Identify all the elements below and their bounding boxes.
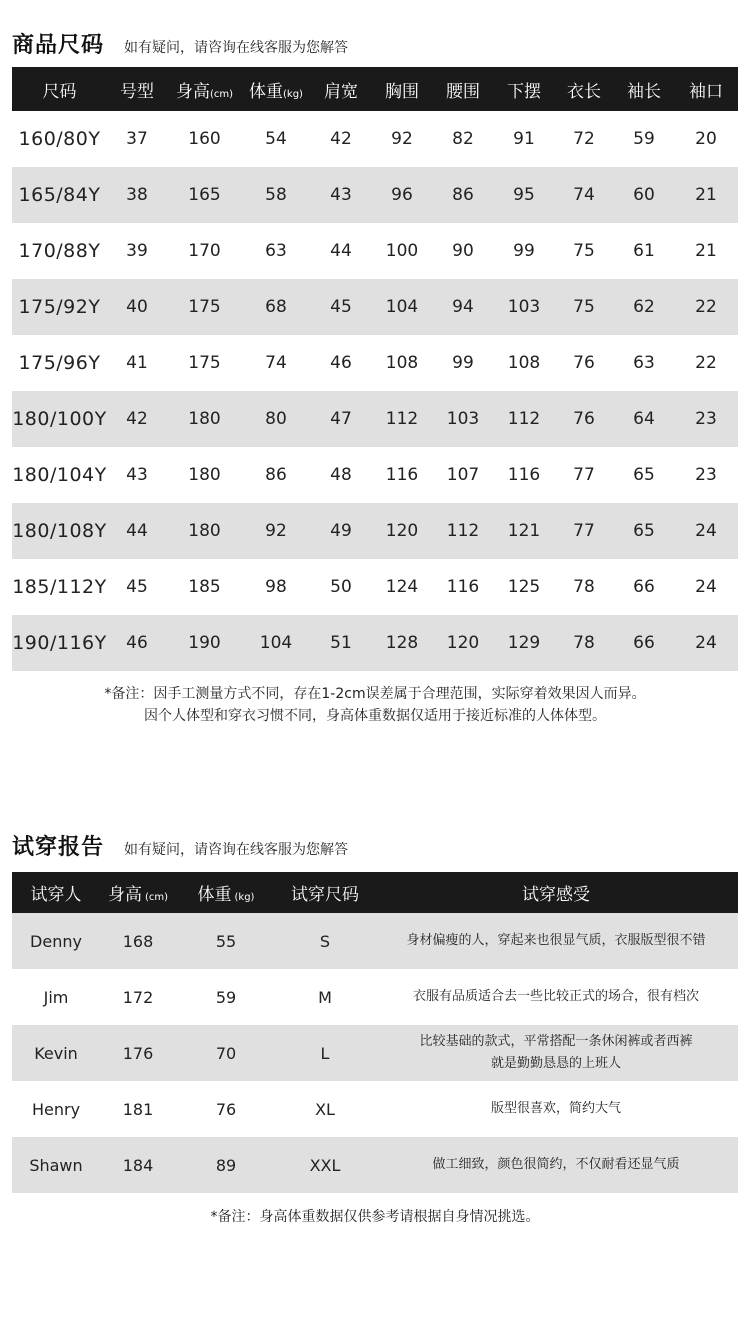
table-row (12, 969, 738, 1025)
table-row (12, 1137, 738, 1193)
size-header-label: 身高 (175, 81, 210, 102)
table-cell: 62 (614, 279, 674, 335)
table-cell: 60 (614, 167, 674, 223)
fit-feel-line: 就是勤勤恳恳的上班人 (490, 1056, 621, 1071)
size-header-cell (310, 67, 372, 111)
table-cell: 59 (633, 129, 655, 149)
size-table-header-row (12, 67, 738, 111)
fit-note: *备注：身高体重数据仅供参考请根据自身情况挑选。 (210, 1209, 540, 1225)
table-cell: 116 (446, 577, 480, 597)
table-cell: 66 (614, 615, 674, 671)
size-header-unit: (cm) (209, 88, 234, 100)
fit-weight-cell: 59 (215, 987, 237, 1007)
table-cell: 40 (107, 279, 167, 335)
table-cell: 46 (330, 353, 352, 373)
table-cell: 112 (494, 391, 554, 447)
table-cell: 46 (107, 615, 167, 671)
table-cell: 96 (372, 167, 432, 223)
table-cell: 98 (265, 577, 287, 597)
fit-section-title: 试穿报告 (12, 835, 105, 860)
table-row (12, 167, 738, 223)
table-cell: 190/116Y (12, 615, 107, 671)
fit-name-cell: Jim (43, 987, 69, 1007)
table-cell: 170 (188, 241, 221, 261)
fit-header-label: 身高 (107, 885, 142, 905)
table-cell: 92 (391, 129, 413, 149)
table-cell: 121 (494, 503, 554, 559)
fit-weight-cell: 70 (176, 1025, 276, 1081)
table-cell: 180/104Y (12, 464, 107, 486)
table-cell: 21 (695, 241, 717, 261)
fit-height-cell: 168 (100, 913, 176, 969)
size-header-cell (167, 67, 242, 111)
table-cell: 160/80Y (18, 128, 101, 150)
fit-feel-cell (374, 969, 738, 1025)
fit-size-cell: XL (315, 1099, 335, 1119)
table-cell: 92 (242, 503, 310, 559)
size-section-subtitle: 如有疑问，请咨询在线客服为您解答 (124, 40, 349, 56)
size-header-cell (494, 67, 554, 111)
size-header-label: 衣长 (567, 81, 601, 102)
table-cell: 94 (432, 279, 494, 335)
table-cell: 108 (507, 353, 541, 373)
table-cell: 104 (242, 615, 310, 671)
table-cell: 78 (554, 615, 614, 671)
table-cell: 112 (432, 503, 494, 559)
size-header-cell (242, 67, 310, 111)
size-header-cell (12, 67, 107, 111)
table-cell: 75 (573, 241, 595, 261)
fit-header-label: 试穿人 (30, 885, 82, 905)
table-cell: 43 (126, 465, 148, 485)
table-cell: 107 (446, 465, 480, 485)
table-cell: 49 (310, 503, 372, 559)
fit-header-cell (12, 872, 100, 913)
table-cell: 48 (330, 465, 352, 485)
fit-header-cell (100, 872, 176, 913)
table-cell: 116 (507, 465, 541, 485)
size-section-title: 商品尺码 (12, 33, 105, 58)
fit-section-subtitle: 如有疑问，请咨询在线客服为您解答 (124, 842, 349, 858)
table-cell: 74 (554, 167, 614, 223)
size-section-header (12, 28, 348, 59)
fit-height-cell: 184 (100, 1137, 176, 1193)
table-cell: 185 (188, 577, 221, 597)
table-cell: 63 (633, 353, 655, 373)
table-cell: 47 (310, 391, 372, 447)
table-cell: 54 (265, 129, 287, 149)
table-cell: 124 (385, 577, 419, 597)
table-cell: 39 (126, 241, 148, 261)
fit-feel-line: 身材偏瘦的人，穿起来也很显气质，衣服版型很不错 (406, 933, 706, 948)
table-cell: 24 (695, 577, 717, 597)
size-note-line-1: *备注：因手工测量方式不同，存在1-2cm误差属于合理范围，实际穿着效果因人而异。 (104, 686, 646, 702)
table-cell: 77 (573, 465, 595, 485)
table-cell: 99 (452, 353, 474, 373)
size-header-label: 号型 (120, 81, 154, 102)
fit-name-cell: Kevin (12, 1025, 100, 1081)
fit-section-header (12, 830, 348, 861)
table-cell: 51 (310, 615, 372, 671)
fit-weight-cell: 76 (215, 1099, 237, 1119)
fit-size-cell: XXL (276, 1137, 374, 1193)
table-cell: 80 (242, 391, 310, 447)
table-cell: 180 (188, 465, 221, 485)
size-header-label: 袖长 (627, 81, 661, 102)
size-note (0, 683, 750, 727)
table-cell: 86 (432, 167, 494, 223)
fit-feel-cell (374, 1081, 738, 1137)
table-cell: 20 (695, 129, 717, 149)
table-cell: 160 (188, 129, 221, 149)
table-cell: 45 (310, 279, 372, 335)
table-row (12, 1025, 738, 1081)
size-header-label: 腰围 (446, 81, 480, 102)
table-cell: 68 (242, 279, 310, 335)
size-note-line-2: 因个人体型和穿衣习惯不同，身高体重数据仅适用于接近标准的人体体型。 (144, 708, 606, 724)
table-cell: 175/92Y (12, 279, 107, 335)
table-cell: 108 (385, 353, 419, 373)
table-cell: 175/96Y (18, 352, 101, 374)
table-cell: 38 (107, 167, 167, 223)
table-row (12, 1081, 738, 1137)
table-cell: 170/88Y (18, 240, 101, 262)
table-cell: 43 (310, 167, 372, 223)
table-cell: 72 (573, 129, 595, 149)
fit-height-cell: 176 (100, 1025, 176, 1081)
fitting-report-table (12, 872, 738, 1193)
fit-header-cell (176, 872, 276, 913)
fit-header-cell (276, 872, 374, 913)
fit-header-label: 试穿尺码 (291, 885, 359, 905)
fit-feel-cell (374, 1025, 738, 1081)
table-cell: 22 (695, 353, 717, 373)
table-row (12, 279, 738, 335)
table-row (12, 913, 738, 969)
table-cell: 190 (167, 615, 242, 671)
table-cell: 165/84Y (12, 167, 107, 223)
size-header-cell (107, 67, 167, 111)
fit-feel-line: 版型很喜欢，简约大气 (490, 1101, 621, 1116)
table-cell: 66 (633, 577, 655, 597)
fit-header-unit: (cm) (144, 892, 169, 903)
table-cell: 180 (167, 391, 242, 447)
table-row (12, 223, 738, 279)
table-cell: 44 (330, 241, 352, 261)
table-cell: 22 (674, 279, 738, 335)
table-cell: 50 (330, 577, 352, 597)
size-header-cell (614, 67, 674, 111)
table-cell: 129 (494, 615, 554, 671)
table-cell: 58 (242, 167, 310, 223)
table-cell: 76 (573, 353, 595, 373)
table-cell: 175 (167, 279, 242, 335)
fit-header-label: 试穿感受 (522, 885, 590, 905)
table-cell: 45 (126, 577, 148, 597)
size-header-label: 尺码 (42, 81, 77, 102)
fit-size-cell: S (276, 913, 374, 969)
table-cell: 128 (372, 615, 432, 671)
table-cell: 86 (265, 465, 287, 485)
table-cell: 63 (265, 241, 287, 261)
table-row (12, 391, 738, 447)
table-cell: 82 (452, 129, 474, 149)
fit-name-cell: Denny (12, 913, 100, 969)
table-cell: 61 (633, 241, 655, 261)
size-header-label: 胸围 (385, 81, 419, 102)
size-chart-table (12, 67, 738, 671)
fit-height-cell: 172 (122, 987, 154, 1007)
table-cell: 125 (507, 577, 541, 597)
table-cell: 116 (385, 465, 419, 485)
table-cell: 21 (674, 167, 738, 223)
table-cell: 42 (330, 129, 352, 149)
fit-size-cell: M (318, 987, 332, 1007)
size-header-cell (674, 67, 738, 111)
table-cell: 104 (372, 279, 432, 335)
table-cell: 95 (494, 167, 554, 223)
table-cell: 120 (372, 503, 432, 559)
table-cell: 24 (674, 503, 738, 559)
fit-header-unit: (kg) (234, 892, 255, 903)
table-cell: 64 (614, 391, 674, 447)
fit-feel-line: 做工细致，颜色很简约，不仅耐看还显气质 (432, 1157, 680, 1172)
table-cell: 180/108Y (12, 503, 107, 559)
table-cell: 77 (554, 503, 614, 559)
table-cell: 23 (674, 391, 738, 447)
fit-header-label: 体重 (197, 885, 232, 905)
table-cell: 103 (494, 279, 554, 335)
fit-feel-line: 比较基础的款式，平常搭配一条休闲裤或者西裤 (419, 1034, 693, 1049)
table-cell: 44 (107, 503, 167, 559)
fit-feel-line: 衣服有品质适合去一些比较正式的场合，很有档次 (412, 989, 699, 1004)
size-header-label: 下摆 (507, 81, 541, 102)
fit-feel-cell (374, 1137, 738, 1193)
table-cell: 75 (554, 279, 614, 335)
table-cell: 112 (372, 391, 432, 447)
fit-height-cell: 181 (122, 1099, 154, 1119)
fit-weight-cell: 55 (176, 913, 276, 969)
size-header-label: 袖口 (689, 81, 723, 102)
table-row (12, 335, 738, 391)
size-header-cell (554, 67, 614, 111)
table-cell: 24 (674, 615, 738, 671)
table-row (12, 111, 738, 167)
size-header-cell (372, 67, 432, 111)
table-cell: 37 (126, 129, 148, 149)
table-row (12, 615, 738, 671)
table-cell: 120 (432, 615, 494, 671)
table-cell: 74 (265, 353, 287, 373)
fit-feel-cell (374, 913, 738, 969)
fit-table-header-row (12, 872, 738, 913)
fit-weight-cell: 89 (176, 1137, 276, 1193)
table-cell: 185/112Y (12, 576, 107, 598)
table-cell: 99 (513, 241, 535, 261)
table-cell: 100 (385, 241, 419, 261)
table-cell: 180 (167, 503, 242, 559)
table-cell: 175 (188, 353, 221, 373)
table-cell: 103 (432, 391, 494, 447)
table-cell: 76 (554, 391, 614, 447)
table-cell: 165 (167, 167, 242, 223)
table-cell: 41 (126, 353, 148, 373)
table-cell: 180/100Y (12, 391, 107, 447)
table-cell: 65 (633, 465, 655, 485)
size-header-label: 体重 (249, 81, 284, 102)
table-cell: 78 (573, 577, 595, 597)
table-cell: 23 (695, 465, 717, 485)
table-row (12, 559, 738, 615)
size-header-label: 肩宽 (324, 81, 358, 102)
fit-name-cell: Henry (31, 1099, 81, 1119)
table-cell: 42 (107, 391, 167, 447)
fit-header-cell (374, 872, 738, 913)
table-cell: 65 (614, 503, 674, 559)
size-header-cell (432, 67, 494, 111)
fit-name-cell: Shawn (12, 1137, 100, 1193)
table-row (12, 503, 738, 559)
table-row (12, 447, 738, 503)
table-cell: 91 (513, 129, 535, 149)
size-header-unit: (kg) (283, 88, 303, 100)
table-cell: 90 (452, 241, 474, 261)
fit-size-cell: L (276, 1025, 374, 1081)
